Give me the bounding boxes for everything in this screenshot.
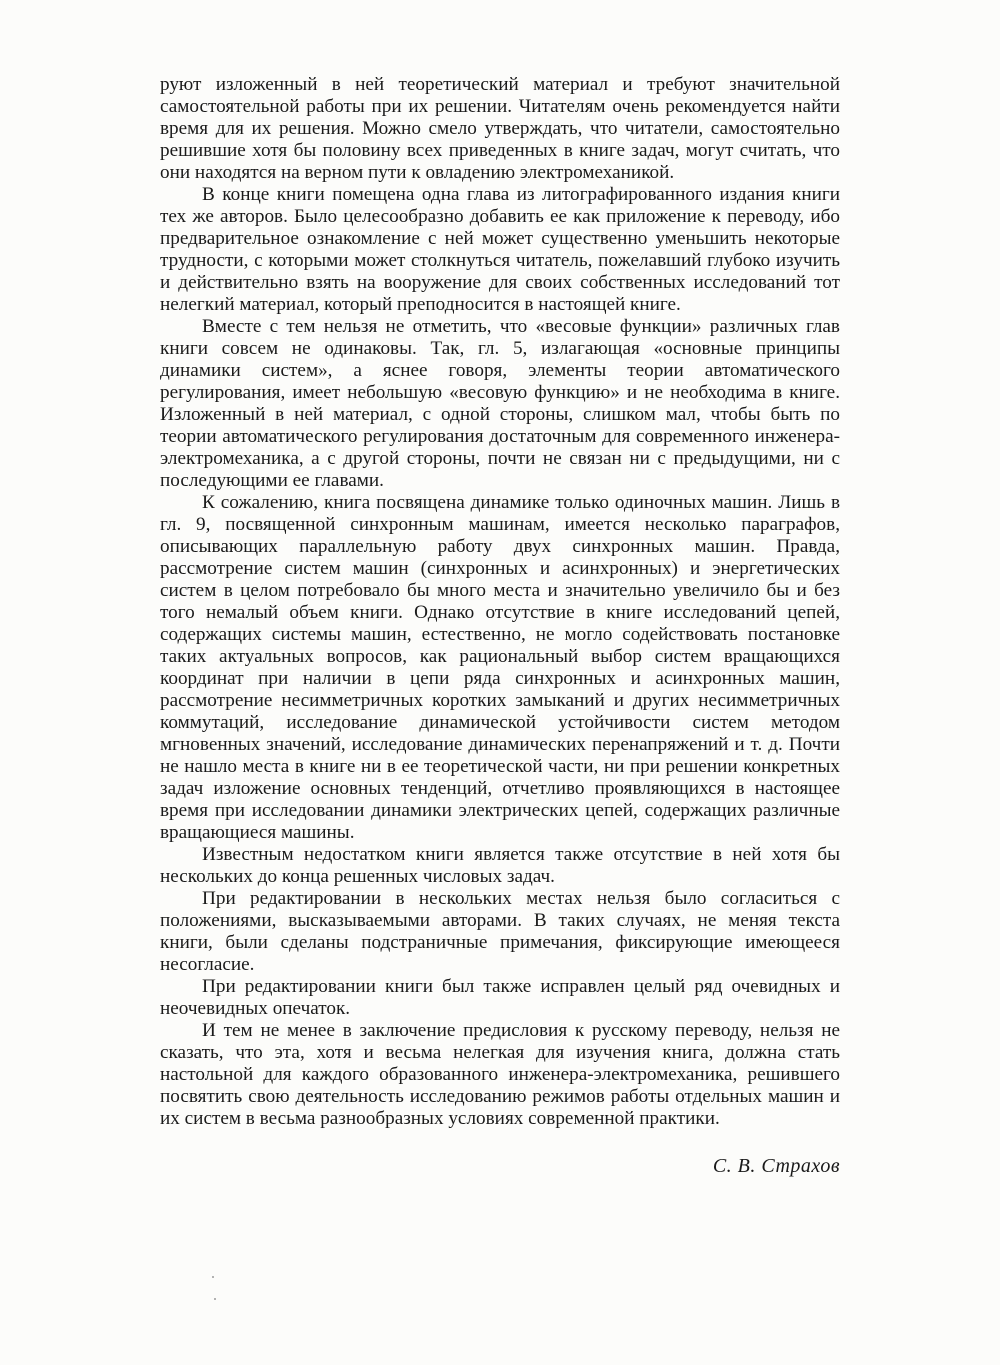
paragraph-weight-functions: Вместе с тем нельзя не отметить, что «весовые функции» различных глав книги совсем не одинаковы. Так, гл. 5, излагающая «основные принципы динамики систем», а яснее говоря, элементы теории автоматического регулирования, имеет небольшую «весовую функцию» и не необходима в книге. Изложенный в ней материал, с одной стороны, слишком мал, чтобы быть по теории автоматического регулирования достаточным для современного инженера-электромеханика, а с другой стороны, почти не связан ни с предыдущими, ни с последующими ее главами. bbox=[160, 316, 840, 491]
body-text bbox=[160, 74, 840, 1130]
paragraph-typos: При редактировании книги был также исправлен целый ряд очевидных и неочевидных опечаток. bbox=[160, 976, 840, 1019]
paragraph-single-machines: К сожалению, книга посвящена динамике только одиночных машин. Лишь в гл. 9, посвященной синхронным машинам, имеется несколько параграфов, описывающих параллельную работу двух синхронных машин. Правда, рассмотрение систем машин (синхронных и асинхронных) и энергетических систем в целом потребовало бы много места и значительно увеличило бы и без того немалый объем книги. Однако отсутствие в книге исследований цепей, содержащих системы машин, естественно, не могло содействовать постановке таких актуальных вопросов, как рациональный выбор систем вращающихся координат при наличии в цепи ряда синхронных и асинхронных машин, рассмотрение несимметричных коротких замыканий и других несимметричных коммутаций, исследование динамической устойчивости систем методом мгновенных значений, исследование динамических перенапряжений и т. д. Почти не нашло места в книге ни в ее теоретической части, ни при решении конкретных задач изложение основных тенденций, отчетливо проявляющихся в настоящее время при исследовании динамики электрических цепей, содержащих различные вращающиеся машины. bbox=[160, 492, 840, 843]
paragraph-numerical-tasks: Известным недостатком книги является также отсутствие в ней хотя бы нескольких до конца решенных числовых задач. bbox=[160, 844, 840, 887]
paragraph-conclusion: И тем не менее в заключение предисловия к русскому переводу, нельзя не сказать, что эта, хотя и весьма нелегкая для изучения книга, должна стать настольной для каждого образованного инженера-электромеханика, решившего посвятить свою деятельность исследованию режимов работы отдельных машин и их систем в весьма разнообразных условиях современной практики. bbox=[160, 1020, 840, 1129]
paragraph-appendix-chapter: В конце книги помещена одна глава из литографированного издания книги тех же авторов. Было целесообразно добавить ее как приложение к переводу, ибо предварительное ознакомление с ней может существенно уменьшить некоторые трудности, с которыми может столкнуться читатель, пожелавший глубоко изучить и действительно взять на вооружение для своих собственных исследований тот нелегкий материал, который преподносится в настоящей книге. bbox=[160, 184, 840, 315]
scan-speck bbox=[212, 1276, 214, 1278]
scan-speck bbox=[214, 1298, 216, 1300]
paragraph-editing-notes: При редактировании в нескольких местах нельзя было согласиться с положениями, высказываемыми авторами. В таких случаях, не меняя текста книги, были сделаны подстраничные примечания, фиксирующие имеющееся несогласие. bbox=[160, 888, 840, 975]
paragraph-continuation: руют изложенный в ней теоретический материал и требуют значительной самостоятельной работы при их решении. Читателям очень рекомендуется найти время для их решения. Можно смело утверждать, что читатели, самостоятельно решившие хотя бы половину всех приведенных в книге задач, могут считать, что они находятся на верном пути к овладению электромеханикой. bbox=[160, 74, 840, 183]
author-signature: С. В. Страхов bbox=[712, 1155, 840, 1177]
